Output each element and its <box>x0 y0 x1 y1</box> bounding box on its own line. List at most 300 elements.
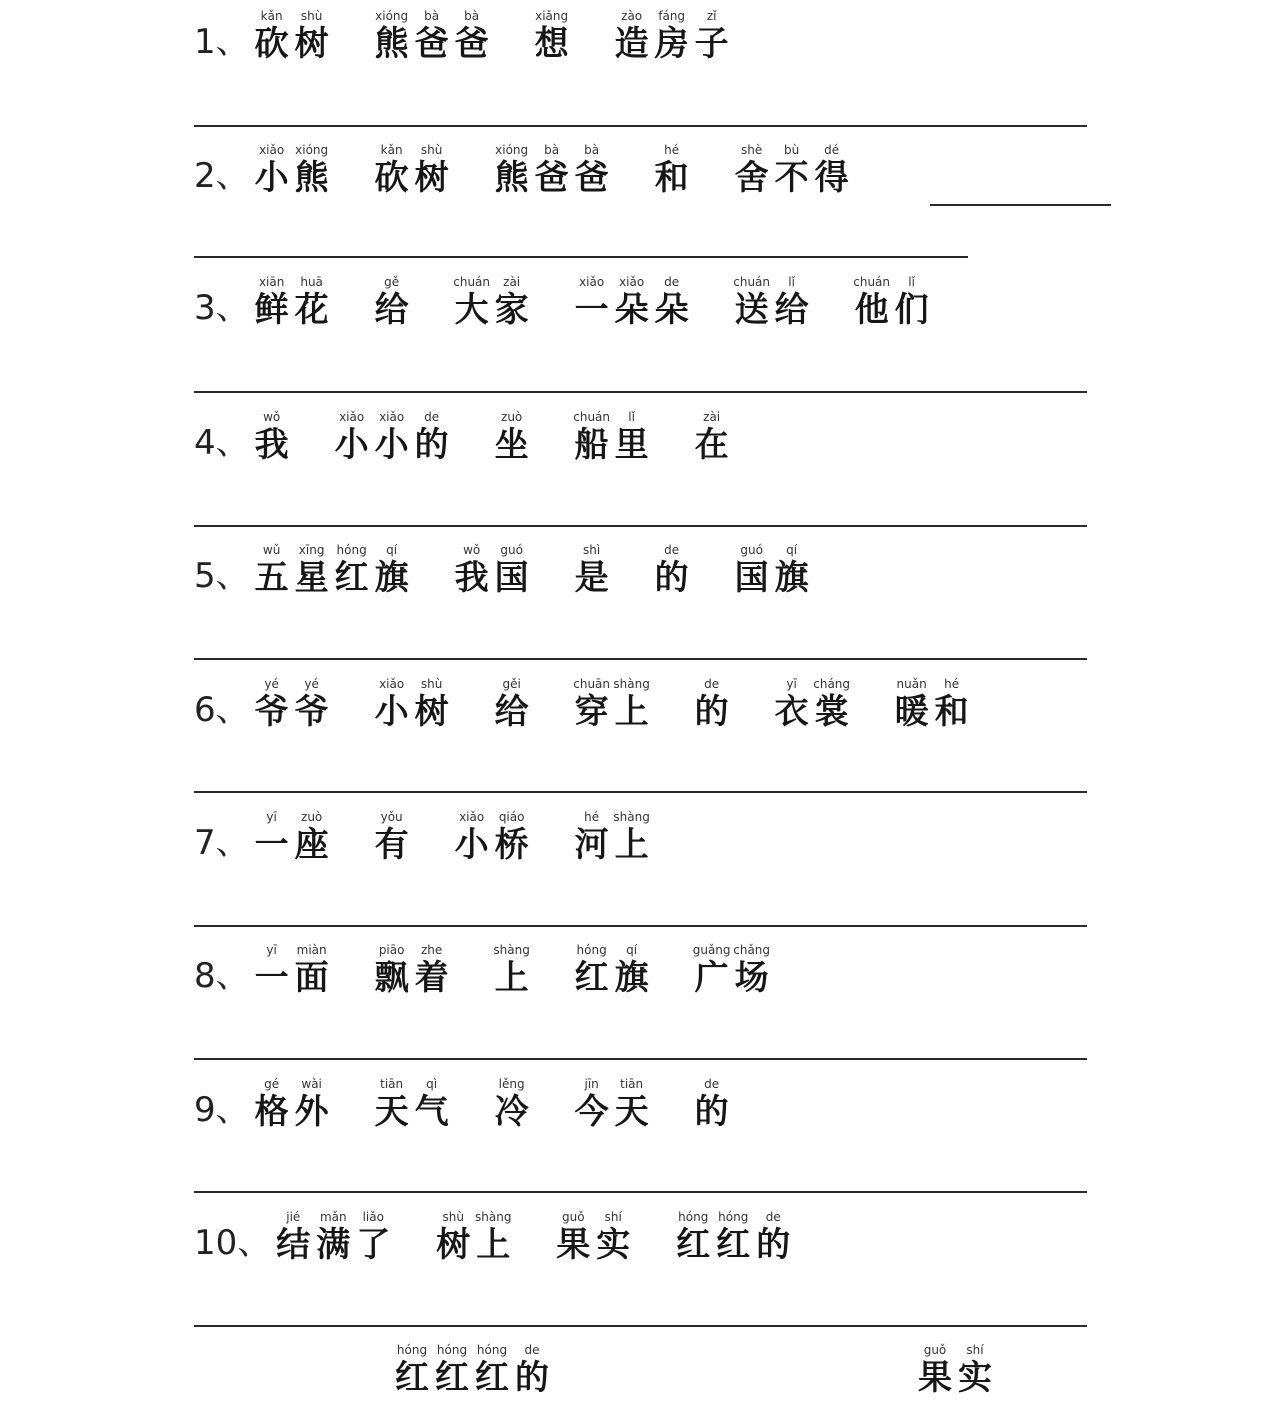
hanzi: 格 <box>254 1092 289 1132</box>
word-group <box>572 676 652 732</box>
hanzi-with-pinyin <box>492 274 532 330</box>
hanzi-with-pinyin <box>372 142 412 198</box>
word-groups <box>252 542 852 598</box>
hanzi: 旗 <box>374 558 409 598</box>
pinyin: lěng <box>498 1077 525 1091</box>
hanzi: 小 <box>454 825 489 865</box>
pinyin: miàn <box>296 943 327 957</box>
pinyin: gěi <box>502 677 521 691</box>
hanzi-with-pinyin <box>313 1209 353 1265</box>
word-group <box>772 676 852 732</box>
hanzi-with-pinyin <box>892 676 932 732</box>
pinyin: de <box>524 1343 540 1357</box>
pinyin: qí <box>786 543 798 557</box>
pinyin: bà <box>544 143 560 157</box>
hanzi: 红 <box>395 1358 429 1398</box>
word-group <box>892 676 972 732</box>
hanzi-with-pinyin <box>332 409 372 465</box>
hanzi: 红 <box>676 1225 711 1265</box>
hanzi: 红 <box>716 1225 751 1265</box>
pinyin: yī <box>266 943 277 957</box>
hanzi: 砍 <box>374 158 409 198</box>
hanzi: 的 <box>414 425 449 465</box>
pinyin: bà <box>424 9 440 23</box>
hanzi: 旗 <box>614 958 649 998</box>
pinyin: xiǎng <box>535 9 569 23</box>
item-number: 6、 <box>194 690 250 730</box>
pinyin: de <box>424 410 440 424</box>
hanzi: 气 <box>414 1092 449 1132</box>
hanzi: 花 <box>294 290 329 330</box>
hanzi-with-pinyin <box>372 809 412 865</box>
hanzi: 他 <box>854 290 889 330</box>
hanzi-with-pinyin <box>652 8 692 64</box>
hanzi: 大 <box>454 290 489 330</box>
hanzi-with-pinyin <box>572 274 612 330</box>
hanzi-with-pinyin <box>812 676 852 732</box>
hanzi-with-pinyin <box>692 8 732 64</box>
pinyin: wǔ <box>262 543 281 557</box>
word-group <box>572 274 692 330</box>
hanzi: 实 <box>958 1358 992 1398</box>
hanzi: 们 <box>894 290 929 330</box>
hanzi-with-pinyin <box>732 542 772 598</box>
item-4 <box>194 405 772 465</box>
hanzi-with-pinyin <box>532 142 572 198</box>
pinyin: yī <box>266 810 277 824</box>
pinyin: chuán <box>853 275 891 289</box>
pinyin: mǎn <box>319 1210 347 1224</box>
answer-line-6 <box>194 791 1087 793</box>
word-group <box>372 142 452 198</box>
pinyin: kǎn <box>380 143 403 157</box>
hanzi-with-pinyin <box>652 274 692 330</box>
hanzi: 满 <box>316 1225 351 1265</box>
word-group <box>572 542 612 598</box>
word-group <box>572 809 652 865</box>
item-number: 7、 <box>194 823 250 863</box>
hanzi-with-pinyin <box>292 1076 332 1132</box>
pinyin: de <box>664 543 680 557</box>
pinyin: guó <box>500 543 523 557</box>
hanzi: 造 <box>614 24 649 64</box>
pinyin: hé <box>664 143 680 157</box>
hanzi: 裳 <box>814 692 849 732</box>
pinyin: jié <box>286 1210 301 1224</box>
word-group <box>372 274 412 330</box>
pinyin: wǒ <box>263 410 281 424</box>
item-2 <box>194 138 892 198</box>
pinyin: zǐ <box>706 9 717 23</box>
hanzi: 国 <box>494 558 529 598</box>
hanzi: 场 <box>734 958 769 998</box>
hanzi-with-pinyin <box>915 1342 955 1398</box>
word-group <box>572 409 652 465</box>
hanzi-with-pinyin <box>692 1076 732 1132</box>
pinyin: guǒ <box>561 1210 585 1224</box>
pinyin: chuān <box>573 677 611 691</box>
word-group <box>852 274 932 330</box>
pinyin: chuán <box>453 275 491 289</box>
hanzi-with-pinyin <box>772 142 812 198</box>
hanzi: 爷 <box>254 692 289 732</box>
hanzi: 小 <box>374 692 409 732</box>
word-group <box>252 142 332 198</box>
hanzi-with-pinyin <box>572 676 612 732</box>
hanzi: 一 <box>254 958 289 998</box>
hanzi-with-pinyin <box>292 942 332 998</box>
pinyin: zào <box>621 9 643 23</box>
hanzi-with-pinyin <box>932 676 972 732</box>
hanzi: 不 <box>774 158 809 198</box>
pinyin: shè <box>741 143 763 157</box>
hanzi: 树 <box>294 24 329 64</box>
pinyin: chǎng <box>733 943 771 957</box>
item-number: 4、 <box>194 423 250 463</box>
hanzi: 旗 <box>774 558 809 598</box>
word-group <box>612 8 732 64</box>
hanzi-with-pinyin <box>372 8 412 64</box>
word-groups <box>273 1209 833 1265</box>
hanzi: 和 <box>654 158 689 198</box>
hanzi: 红 <box>475 1358 509 1398</box>
hanzi-with-pinyin <box>472 1342 512 1398</box>
hanzi-with-pinyin <box>412 142 452 198</box>
pinyin: hóng <box>336 543 367 557</box>
hanzi-with-pinyin <box>372 676 412 732</box>
hanzi: 给 <box>494 692 529 732</box>
pinyin: shí <box>966 1343 984 1357</box>
pinyin: bà <box>584 143 600 157</box>
word-group <box>732 542 812 598</box>
pinyin: guǎng <box>692 943 731 957</box>
item-7 <box>194 805 692 865</box>
hanzi: 里 <box>614 425 649 465</box>
hanzi: 实 <box>596 1225 631 1265</box>
answer-line-9 <box>194 1191 1087 1193</box>
hanzi-with-pinyin <box>612 8 652 64</box>
hanzi-with-pinyin <box>412 942 452 998</box>
hanzi-with-pinyin <box>612 676 652 732</box>
hanzi-with-pinyin <box>292 142 332 198</box>
pinyin: gě <box>384 275 400 289</box>
word-group <box>492 942 532 998</box>
word-group <box>572 942 652 998</box>
hanzi-with-pinyin <box>452 274 492 330</box>
pinyin: jīn <box>584 1077 599 1091</box>
word-group <box>692 676 732 732</box>
hanzi: 熊 <box>374 24 409 64</box>
pinyin: xiān <box>258 275 285 289</box>
hanzi: 给 <box>374 290 409 330</box>
hanzi: 我 <box>454 558 489 598</box>
hanzi-with-pinyin <box>412 1076 452 1132</box>
hanzi: 面 <box>294 958 329 998</box>
pinyin: chuán <box>733 275 771 289</box>
hanzi-with-pinyin <box>692 409 732 465</box>
hanzi-with-pinyin <box>772 274 812 330</box>
hanzi-with-pinyin <box>252 142 292 198</box>
pinyin: huā <box>300 275 323 289</box>
hanzi-with-pinyin <box>252 274 292 330</box>
hanzi-with-pinyin <box>732 942 772 998</box>
hanzi: 朵 <box>654 290 689 330</box>
hanzi-with-pinyin <box>612 942 652 998</box>
pinyin: gé <box>264 1077 280 1091</box>
bottom-word-guo-shi <box>915 1342 995 1398</box>
pinyin: shàng <box>613 677 650 691</box>
pinyin: hóng <box>576 943 607 957</box>
hanzi-with-pinyin <box>612 274 652 330</box>
word-group <box>332 409 452 465</box>
answer-line-5 <box>194 658 1087 660</box>
pinyin: fáng <box>658 9 686 23</box>
hanzi: 房 <box>654 24 689 64</box>
hanzi: 坐 <box>494 425 529 465</box>
pinyin: guǒ <box>923 1343 947 1357</box>
hanzi-with-pinyin <box>353 1209 393 1265</box>
hanzi: 给 <box>774 290 809 330</box>
item-3 <box>194 270 972 330</box>
hanzi-with-pinyin <box>412 409 452 465</box>
hanzi-with-pinyin <box>492 942 532 998</box>
hanzi-with-pinyin <box>572 809 612 865</box>
answer-line-7 <box>194 925 1087 927</box>
hanzi: 衣 <box>774 692 809 732</box>
hanzi: 砍 <box>254 24 289 64</box>
word-group <box>553 1209 633 1265</box>
pinyin: zài <box>703 410 721 424</box>
hanzi: 河 <box>574 825 609 865</box>
pinyin: de <box>704 1077 720 1091</box>
hanzi-with-pinyin <box>772 542 812 598</box>
pinyin: liǎo <box>362 1210 384 1224</box>
pinyin: yī <box>786 677 797 691</box>
hanzi-with-pinyin <box>292 542 332 598</box>
word-group <box>252 409 292 465</box>
hanzi-with-pinyin <box>372 409 412 465</box>
hanzi-with-pinyin <box>432 1342 472 1398</box>
hanzi: 座 <box>294 825 329 865</box>
pinyin: de <box>704 677 720 691</box>
hanzi: 得 <box>814 158 849 198</box>
hanzi: 小 <box>334 425 369 465</box>
hanzi-with-pinyin <box>512 1342 552 1398</box>
hanzi: 在 <box>694 425 729 465</box>
word-group <box>252 676 332 732</box>
hanzi: 冷 <box>494 1092 529 1132</box>
hanzi: 爸 <box>534 158 569 198</box>
pinyin: qiáo <box>498 810 525 824</box>
hanzi-with-pinyin <box>692 942 732 998</box>
hanzi-with-pinyin <box>372 1076 412 1132</box>
word-group <box>273 1209 393 1265</box>
hanzi: 红 <box>334 558 369 598</box>
item-6 <box>194 672 1012 732</box>
word-group <box>452 809 532 865</box>
hanzi-with-pinyin <box>332 542 372 598</box>
hanzi: 果 <box>918 1358 952 1398</box>
pinyin: xiǎo <box>379 677 405 691</box>
pinyin: zài <box>503 275 521 289</box>
hanzi-with-pinyin <box>452 8 492 64</box>
hanzi-with-pinyin <box>955 1342 995 1398</box>
pinyin: xiǎo <box>619 275 645 289</box>
item-5 <box>194 538 852 598</box>
hanzi-with-pinyin <box>452 809 492 865</box>
hanzi-with-pinyin <box>492 542 532 598</box>
hanzi: 小 <box>374 425 409 465</box>
item-number: 8、 <box>194 956 250 996</box>
hanzi: 着 <box>414 958 449 998</box>
word-group <box>692 409 732 465</box>
pinyin: shì <box>583 543 601 557</box>
pinyin: hóng <box>476 1343 508 1357</box>
hanzi-with-pinyin <box>292 8 332 64</box>
hanzi-with-pinyin <box>252 809 292 865</box>
hanzi-with-pinyin <box>392 1342 432 1398</box>
hanzi: 小 <box>254 158 289 198</box>
hanzi: 的 <box>694 1092 729 1132</box>
answer-line-8 <box>194 1058 1087 1060</box>
word-groups <box>252 142 892 198</box>
hanzi-with-pinyin <box>593 1209 633 1265</box>
hanzi: 子 <box>694 24 729 64</box>
hanzi-with-pinyin <box>572 142 612 198</box>
pinyin: shàng <box>613 810 650 824</box>
answer-line-3 <box>194 391 1087 393</box>
hanzi: 树 <box>414 692 449 732</box>
hanzi-with-pinyin <box>372 274 412 330</box>
hanzi: 送 <box>734 290 769 330</box>
hanzi: 舍 <box>734 158 769 198</box>
pinyin: dé <box>824 143 840 157</box>
hanzi-with-pinyin <box>553 1209 593 1265</box>
hanzi-with-pinyin <box>492 409 532 465</box>
hanzi-with-pinyin <box>692 676 732 732</box>
hanzi-with-pinyin <box>572 542 612 598</box>
pinyin: shàng <box>475 1210 512 1224</box>
hanzi-with-pinyin <box>892 274 932 330</box>
pinyin: zuò <box>501 410 523 424</box>
hanzi-with-pinyin <box>252 542 292 598</box>
hanzi-with-pinyin <box>652 142 692 198</box>
word-group <box>572 1076 652 1132</box>
hanzi-with-pinyin <box>753 1209 793 1265</box>
hanzi: 国 <box>734 558 769 598</box>
word-group <box>372 942 452 998</box>
item-number: 3、 <box>194 288 250 328</box>
pinyin: kǎn <box>260 9 283 23</box>
pinyin: zuò <box>301 810 323 824</box>
item-1 <box>194 4 772 64</box>
hanzi: 一 <box>254 825 289 865</box>
pinyin: xiǎo <box>379 410 405 424</box>
pinyin: lǐ <box>628 410 635 424</box>
pinyin: guó <box>740 543 763 557</box>
item-number: 10、 <box>194 1223 272 1263</box>
hanzi-with-pinyin <box>612 1076 652 1132</box>
pinyin: hé <box>944 677 960 691</box>
hanzi: 家 <box>494 290 529 330</box>
hanzi-with-pinyin <box>372 942 412 998</box>
hanzi: 有 <box>374 825 409 865</box>
hanzi-with-pinyin <box>473 1209 513 1265</box>
hanzi: 五 <box>254 558 289 598</box>
hanzi: 鲜 <box>254 290 289 330</box>
pinyin: xiǎo <box>579 275 605 289</box>
hanzi: 想 <box>534 24 569 64</box>
hanzi-with-pinyin <box>852 274 892 330</box>
pinyin: xióng <box>495 143 529 157</box>
hanzi: 暖 <box>894 692 929 732</box>
hanzi-with-pinyin <box>572 409 612 465</box>
item-10 <box>194 1205 833 1265</box>
hanzi-with-pinyin <box>492 142 532 198</box>
word-group <box>372 1076 452 1132</box>
pinyin: hé <box>584 810 600 824</box>
pinyin: de <box>765 1210 781 1224</box>
pinyin: wǒ <box>463 543 481 557</box>
hanzi-with-pinyin <box>412 676 452 732</box>
word-group <box>673 1209 793 1265</box>
hanzi-with-pinyin <box>532 8 572 64</box>
word-group <box>252 1076 332 1132</box>
hanzi-with-pinyin <box>572 1076 612 1132</box>
hanzi-with-pinyin <box>452 542 492 598</box>
hanzi: 熊 <box>294 158 329 198</box>
hanzi-with-pinyin <box>612 409 652 465</box>
pinyin: lǐ <box>908 275 915 289</box>
pinyin: xióng <box>295 143 329 157</box>
pinyin: yé <box>264 677 279 691</box>
pinyin: shí <box>604 1210 622 1224</box>
pinyin: tiān <box>620 1077 644 1091</box>
pinyin: lǐ <box>788 275 795 289</box>
hanzi: 上 <box>476 1225 511 1265</box>
hanzi: 上 <box>494 958 529 998</box>
hanzi: 上 <box>614 692 649 732</box>
hanzi: 星 <box>294 558 329 598</box>
word-group <box>692 942 772 998</box>
pinyin: shù <box>420 677 443 691</box>
pinyin: cháng <box>813 677 851 691</box>
word-group <box>652 542 692 598</box>
hanzi-with-pinyin <box>292 274 332 330</box>
hanzi: 熊 <box>494 158 529 198</box>
hanzi: 结 <box>276 1225 311 1265</box>
hanzi-with-pinyin <box>252 676 292 732</box>
word-group <box>492 676 532 732</box>
pinyin: yǒu <box>380 810 403 824</box>
item-9 <box>194 1072 772 1132</box>
pinyin: bù <box>784 143 800 157</box>
item-8 <box>194 938 812 998</box>
hanzi: 和 <box>934 692 969 732</box>
pinyin: qì <box>426 1077 438 1091</box>
hanzi: 外 <box>294 1092 329 1132</box>
answer-line-2b <box>194 256 968 258</box>
word-groups <box>252 809 692 865</box>
word-group <box>252 542 412 598</box>
pinyin: xīng <box>298 543 325 557</box>
pinyin: hóng <box>436 1343 468 1357</box>
pinyin: zhe <box>420 943 443 957</box>
word-group <box>252 942 332 998</box>
pinyin: tiān <box>380 1077 404 1091</box>
hanzi: 爸 <box>414 24 449 64</box>
pinyin: hóng <box>718 1210 749 1224</box>
